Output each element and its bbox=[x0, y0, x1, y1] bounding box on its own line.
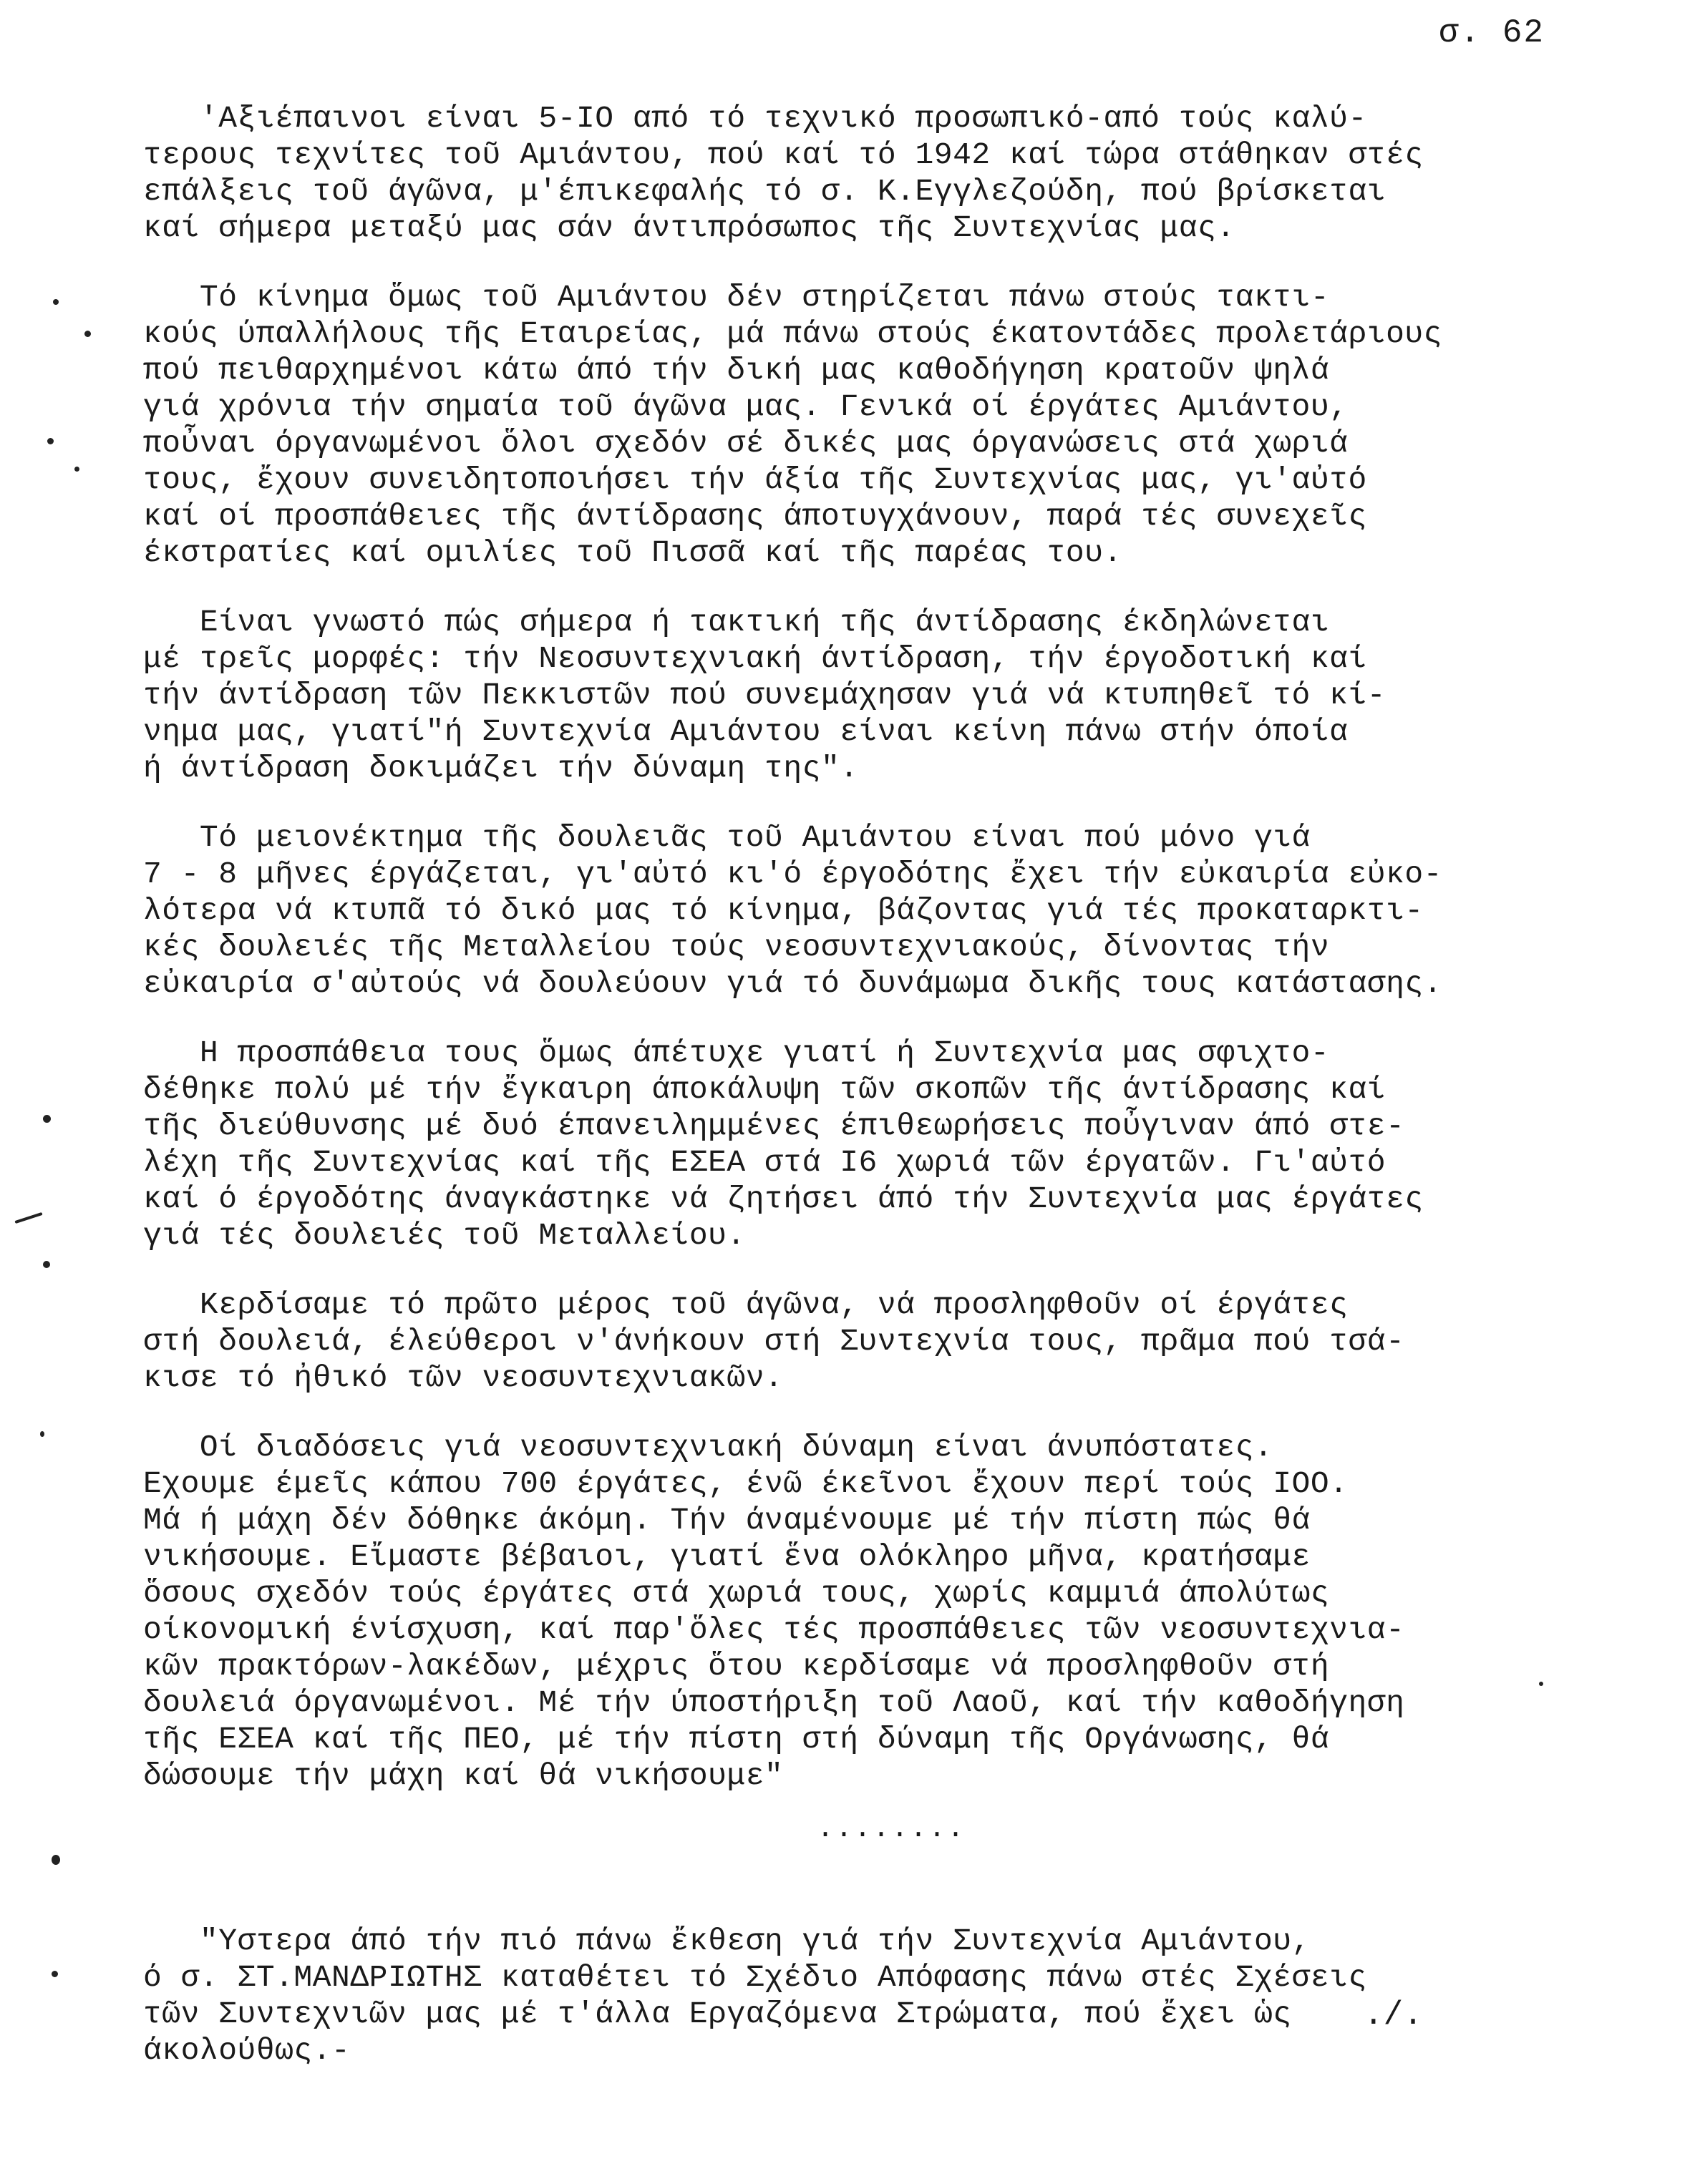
scan-speck bbox=[1539, 1682, 1543, 1686]
document-body bbox=[143, 100, 1639, 2102]
page-number: σ. 62 bbox=[1439, 14, 1545, 52]
text-line: Οί διαδόσεις γιά νεοσυντεχνιακή δύναμη είναι άνυπόστατες. bbox=[143, 1430, 1273, 1465]
paragraph-4 bbox=[143, 819, 1639, 1002]
scan-speck bbox=[84, 331, 91, 337]
text-line: εὐκαιρία σ'αὐτούς νά δουλεύουν γιά τό δυνάμωμα δικῆς τους κατάστασης. bbox=[143, 966, 1442, 1001]
text-line: Εχουμε έμεῖς κάπου 700 έργάτες, ένῶ έκεῖνοι ἔχουν περί τούς ΙΟΟ. bbox=[143, 1466, 1349, 1501]
scan-speck bbox=[74, 467, 79, 472]
paragraph-5 bbox=[143, 1035, 1639, 1254]
text-line: ποὖναι όργανωμένοι ὅλοι σχεδόν σέ δικές μας όργανώσεις στά χωριά bbox=[143, 426, 1349, 461]
paragraph-2 bbox=[143, 279, 1639, 571]
text-line: πού πειθαρχημένοι κάτω άπό τήν δική μας καθοδήγηση κρατοῦν ψηλά bbox=[143, 353, 1330, 388]
text-line: άκολούθως.- bbox=[143, 2033, 351, 2068]
text-line: 'Αξιέπαινοι είναι 5-ΙΟ από τό τεχνικό προσωπικό-από τούς καλύ- bbox=[143, 101, 1367, 136]
scan-speck bbox=[43, 1115, 51, 1123]
scan-speck bbox=[40, 1431, 44, 1437]
text-line: τερους τεχνίτες τοῦ Αμιάντου, πού καί τό 1942 καί τώρα στάθηκαν στές bbox=[143, 137, 1424, 172]
text-line: έκστρατίες καί ομιλίες τοῦ Πισσᾶ καί τῆς παρέας του. bbox=[143, 535, 1122, 570]
scan-speck bbox=[52, 1855, 60, 1865]
text-line: τῆς διεύθυνσης μέ δυό έπανειλημμένες έπιθεωρήσεις ποὖγιναν άπό στε- bbox=[143, 1108, 1405, 1144]
text-line: Μά ή μάχη δέν δόθηκε άκόμη. Τήν άναμένουμε μέ τήν πίστη πώς θά bbox=[143, 1503, 1311, 1538]
text-line: Είναι γνωστό πώς σήμερα ή τακτική τῆς άντίδρασης έκδηλώνεται bbox=[143, 605, 1330, 640]
scan-speck bbox=[52, 1971, 58, 1977]
text-line: 7 - 8 μῆνες έργάζεται, γι'αὐτό κι'ό έργοδότης ἔχει τήν εὐκαιρία εὐκο- bbox=[143, 857, 1442, 892]
text-line: ή άντίδραση δοκιμάζει τήν δύναμη της". bbox=[143, 751, 859, 786]
text-line: κές δουλειές τῆς Μεταλλείου τούς νεοσυντεχνιακούς, δίνοντας τήν bbox=[143, 930, 1330, 965]
text-line: οίκονομική ένίσχυση, καί παρ'ὅλες τές προσπάθειες τῶν νεοσυντεχνια- bbox=[143, 1612, 1405, 1647]
text-line: "Υστερα άπό τήν πιό πάνω ἔκθεση γιά τήν Συντεχνία Αμιάντου, bbox=[143, 1924, 1311, 1959]
text-line: τους, ἔχουν συνειδητοποιήσει τήν άξία τῆς Συντεχνίας μας, γι'αὐτό bbox=[143, 462, 1367, 497]
text-line: τήν άντίδραση τῶν Πεκκιστῶν πού συνεμάχησαν γιά νά κτυπηθεῖ τό κί- bbox=[143, 678, 1386, 713]
paragraph-6 bbox=[143, 1287, 1639, 1396]
scan-speck bbox=[47, 438, 54, 444]
text-line: νημα μας, γιατί"ή Συντεχνία Αμιάντου είναι κείνη πάνω στήν όποία bbox=[143, 714, 1349, 749]
paragraph-3 bbox=[143, 604, 1639, 786]
scan-speck bbox=[43, 1261, 50, 1268]
text-line: Κερδίσαμε τό πρῶτο μέρος τοῦ άγῶνα, νά προσληφθοῦν οί έργάτες bbox=[143, 1287, 1349, 1322]
scan-speck bbox=[14, 1212, 42, 1224]
text-line: γιά τές δουλειές τοῦ Μεταλλείου. bbox=[143, 1218, 746, 1253]
text-line: λέχη τῆς Συντεχνίας καί τῆς ΕΣΕΑ στά Ι6 χωριά τῶν έργατῶν. Γι'αὐτό bbox=[143, 1145, 1386, 1180]
text-line: ό σ. ΣΤ.ΜΑΝΔΡΙΩΤΗΣ καταθέτει τό Σχέδιο Απόφασης πάνω στές Σχέσεις bbox=[143, 1960, 1367, 1995]
text-line: καί οί προσπάθειες τῆς άντίδρασης άποτυγχάνουν, παρά τές συνεχεῖς bbox=[143, 499, 1367, 534]
text-line: δουλειά όργανωμένοι. Μέ τήν ύποστήριξη τοῦ Λαοῦ, καί τήν καθοδήγηση bbox=[143, 1685, 1405, 1720]
text-line: στή δουλειά, έλεύθεροι ν'άνήκουν στή Συντεχνία τους, πρᾶμα πού τσά- bbox=[143, 1324, 1405, 1359]
text-line: Η προσπάθεια τους ὅμως άπέτυχε γιατί ή Συντεχνία μας σφιχτο- bbox=[143, 1035, 1330, 1071]
text-line: τῆς ΕΣΕΑ καί τῆς ΠΕΟ, μέ τήν πίστη στή δύναμη τῆς Οργάνωσης, θά bbox=[143, 1722, 1330, 1757]
text-line: μέ τρεῖς μορφές: τήν Νεοσυντεχνιακή άντίδραση, τήν έργοδοτική καί bbox=[143, 641, 1367, 676]
text-line: καί ό έργοδότης άναγκάστηκε νά ζητήσει άπό τήν Συντεχνία μας έργάτες bbox=[143, 1181, 1424, 1217]
text-line: κισε τό ἠθικό τῶν νεοσυντεχνιακῶν. bbox=[143, 1360, 784, 1395]
text-line: κούς ύπαλλήλους τῆς Εταιρείας, μά πάνω στούς έκατοντάδες προλετάριους bbox=[143, 316, 1442, 351]
text-line: Τό μειονέκτημα τῆς δουλειᾶς τοῦ Αμιάντου είναι πού μόνο γιά bbox=[143, 820, 1311, 855]
text-line: δώσουμε τήν μάχη καί θά νικήσουμε" bbox=[143, 1758, 784, 1793]
text-line: Τό κίνημα ὅμως τοῦ Αμιάντου δέν στηρίζεται πάνω στούς τακτι- bbox=[143, 280, 1330, 315]
closing-paragraph bbox=[143, 1923, 1639, 2069]
text-line: κῶν πρακτόρων-λακέδων, μέχρις ὅτου κερδίσαμε νά προσληφθοῦν στή bbox=[143, 1649, 1330, 1684]
text-line: τῶν Συντεχνιῶν μας μέ τ'άλλα Εργαζόμενα Στρώματα, πού ἔχει ὡς bbox=[143, 1997, 1292, 2032]
text-line: επάλξεις τοῦ άγῶνα, μ'έπικεφαλής τό σ. Κ.Εγγλεζούδη, πού βρίσκεται bbox=[143, 174, 1386, 209]
paragraph-1 bbox=[143, 100, 1639, 246]
text-line: γιά χρόνια τήν σημαία τοῦ άγῶνα μας. Γενικά οί έργάτες Αμιάντου, bbox=[143, 389, 1349, 424]
text-line: νικήσουμε. Εἴμαστε βέβαιοι, γιατί ἕνα ολόκληρο μῆνα, κρατήσαμε bbox=[143, 1539, 1311, 1574]
text-line: καί σήμερα μεταξύ μας σάν άντιπρόσωπος τῆς Συντεχνίας μας. bbox=[143, 210, 1235, 245]
text-line: ὅσους σχεδόν τούς έργάτες στά χωριά τους, χωρίς καμμιά άπολύτως bbox=[143, 1576, 1330, 1611]
text-line: λότερα νά κτυπᾶ τό δικό μας τό κίνημα, βάζοντας γιά τές προκαταρκτι- bbox=[143, 893, 1424, 928]
text-line: δέθηκε πολύ μέ τήν ἔγκαιρη άποκάλυψη τῶν σκοπῶν τῆς άντίδρασης καί bbox=[143, 1072, 1386, 1107]
section-separator: ........ bbox=[816, 1813, 966, 1846]
continuation-mark: ./. bbox=[1364, 1997, 1423, 2034]
scan-speck bbox=[53, 299, 59, 305]
paragraph-7 bbox=[143, 1429, 1639, 1794]
